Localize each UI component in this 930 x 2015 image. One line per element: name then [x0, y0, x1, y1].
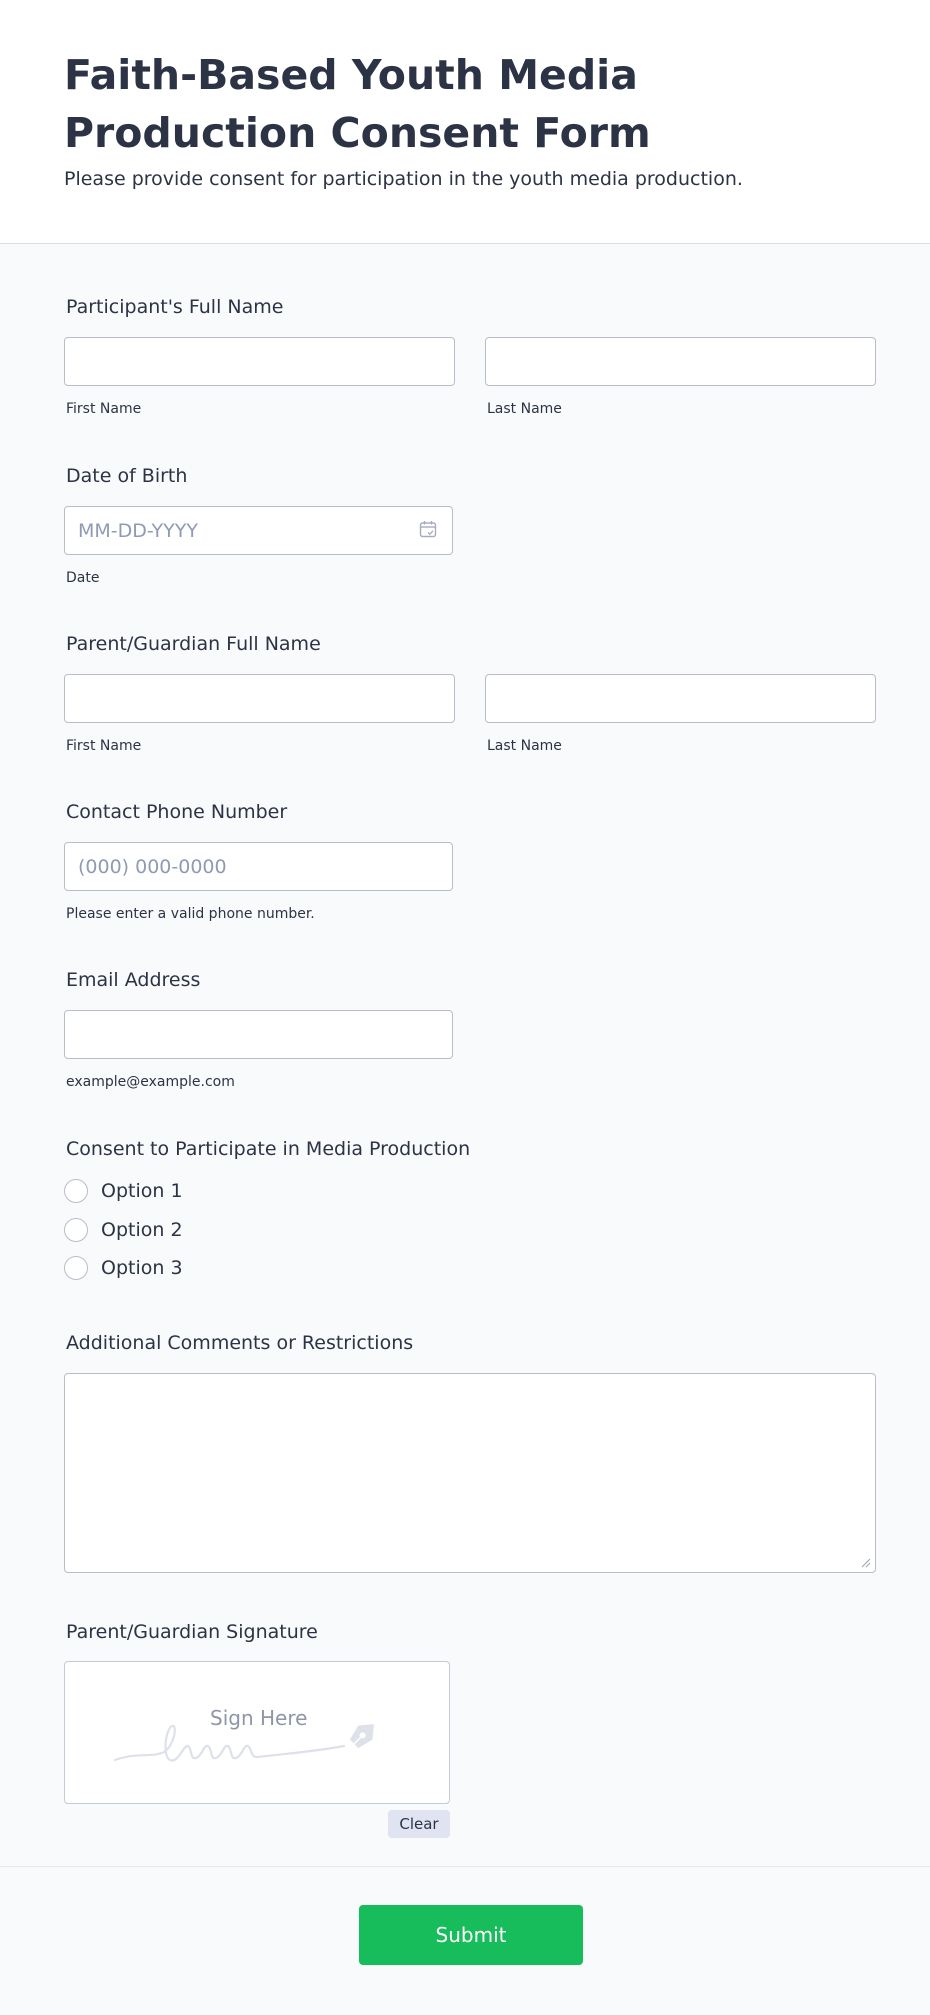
form-header: [0, 0, 930, 244]
page-title: Faith-Based Youth Media Production Consent Form: [64, 51, 651, 157]
participant-last-name-input[interactable]: [485, 337, 876, 386]
consent-label: Consent to Participate in Media Production: [66, 1138, 471, 1160]
resize-grip-icon[interactable]: [861, 1558, 871, 1568]
email-label: Email Address: [66, 969, 201, 991]
dob-input[interactable]: [64, 506, 453, 555]
guardian-last-name-input[interactable]: [485, 674, 876, 723]
email-sublabel: example@example.com: [66, 1074, 235, 1090]
radio-button[interactable]: [64, 1256, 88, 1280]
radio-button[interactable]: [64, 1179, 88, 1203]
calendar-icon[interactable]: [419, 520, 437, 538]
signature-placeholder: Sign Here: [210, 1706, 308, 1730]
radio-button[interactable]: [64, 1218, 88, 1242]
radio-option-label: Option 1: [101, 1180, 183, 1202]
signature-label: Parent/Guardian Signature: [66, 1621, 318, 1643]
participant-first-name-sublabel: First Name: [66, 401, 142, 417]
pen-nib-icon: [347, 1717, 381, 1751]
comments-label: Additional Comments or Restrictions: [66, 1332, 414, 1354]
dob-sublabel: Date: [66, 570, 100, 586]
footer-divider: [0, 1866, 930, 1867]
guardian-first-name-input[interactable]: [64, 674, 455, 723]
radio-option-label: Option 2: [101, 1219, 183, 1241]
phone-sublabel: Please enter a valid phone number.: [66, 906, 315, 922]
phone-input[interactable]: [64, 842, 453, 891]
participant-last-name-sublabel: Last Name: [487, 401, 562, 417]
guardian-first-name-sublabel: First Name: [66, 738, 142, 754]
submit-button[interactable]: Submit: [359, 1905, 583, 1965]
radio-option-label: Option 3: [101, 1257, 183, 1279]
participant-first-name-input[interactable]: [64, 337, 455, 386]
guardian-name-label: Parent/Guardian Full Name: [66, 633, 321, 655]
guardian-last-name-sublabel: Last Name: [487, 738, 562, 754]
clear-signature-button[interactable]: Clear: [388, 1810, 450, 1838]
dob-label: Date of Birth: [66, 465, 188, 487]
page-subtitle: Please provide consent for participation in the youth media production.: [64, 168, 743, 190]
phone-label: Contact Phone Number: [66, 801, 288, 823]
comments-textarea[interactable]: [64, 1373, 876, 1573]
email-input[interactable]: [64, 1010, 453, 1059]
participant-name-label: Participant's Full Name: [66, 296, 284, 318]
